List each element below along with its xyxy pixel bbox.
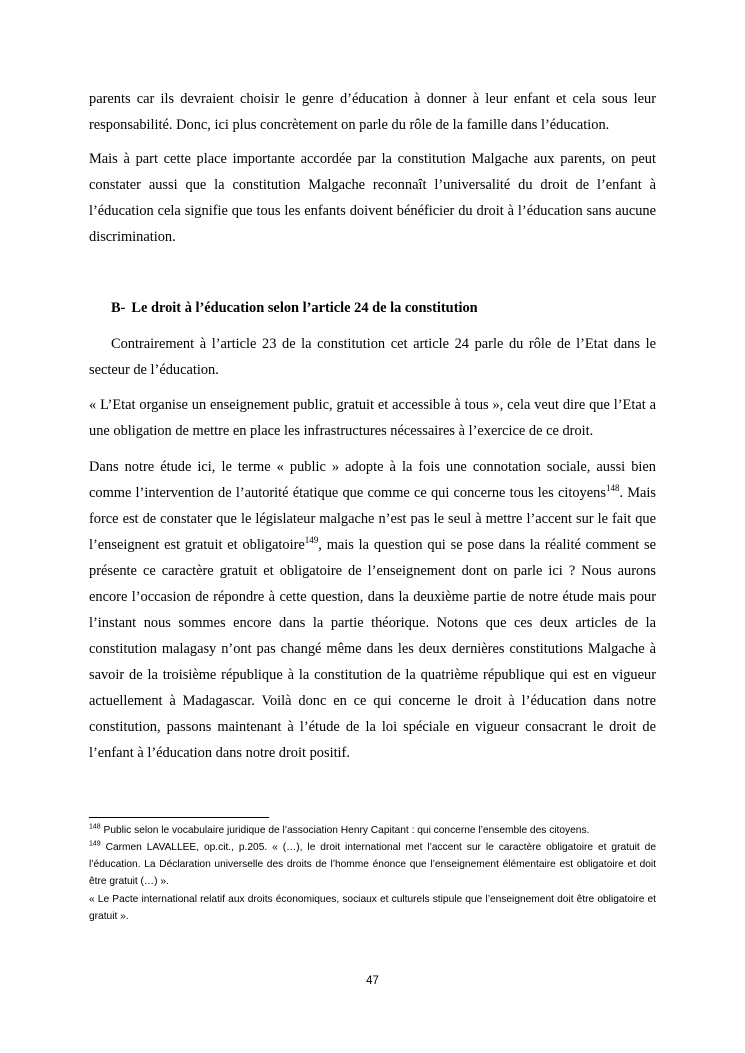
- footnote-text: Public selon le vocabulaire juridique de l’association Henry Capitant : qui concerne l’ensemble des citoyens.: [100, 825, 590, 836]
- paragraph-public-part-2: . Mais force est de constater que le législateur malgache n’est pas le seul à mettre l’accent sur le fait que l’enseignent est gratuit et obligatoire: [89, 485, 657, 553]
- footnote-149: [89, 839, 656, 890]
- footnote-text: Carmen LAVALLEE, op.cit., p.205. « (…), le droit international met l’accent sur le caractère obligatoire et gratuit de l’éducation. La Déclaration universelle des droits de l’homme énonce que l’enseignement élémentaire est obligatoire et doit être gratuit (…) ».: [89, 842, 656, 887]
- heading-letter: B-: [111, 300, 126, 316]
- footnote-149-continued: « Le Pacte international relatif aux droits économiques, sociaux et culturels stipule que l’enseignement doit être obligatoire et gratuit ».: [89, 894, 656, 922]
- heading-title: Le droit à l’éducation selon l’article 24 de la constitution: [131, 300, 478, 316]
- section-heading-b: [111, 295, 651, 321]
- footnote-number: 149: [89, 840, 101, 848]
- paragraph-public: [89, 454, 656, 766]
- footnote-ref-148[interactable]: 148: [605, 483, 620, 494]
- paragraph-parents: parents car ils devraient choisir le genre d’éducation à donner à leur enfant et cela sous leur responsabilité. Donc, ici plus concrètement on parle du rôle de la famille dans l’éducation.: [89, 91, 656, 133]
- page-number: 47: [366, 975, 379, 987]
- footnote-ref-149[interactable]: 149: [304, 535, 319, 546]
- paragraph-public-part-1: Dans notre étude ici, le terme « public » adopte à la fois une connotation sociale, aussi bien comme l’intervention de l’autorité étatique que comme ce qui concerne tous les citoyens: [89, 459, 656, 501]
- footnote-separator: [89, 817, 269, 818]
- paragraph-citation-etat: « L’Etat organise un enseignement public, gratuit et accessible à tous », cela veut dire que l’Etat a une obligation de mettre en place les infrastructures nécessaires à l’exercice de ce droit.: [89, 397, 656, 439]
- paragraph-article-24: Contrairement à l’article 23 de la constitution cet article 24 parle du rôle de l’Etat dans le secteur de l’éducation.: [89, 336, 656, 378]
- paragraph-universalite: Mais à part cette place importante accordée par la constitution Malgache aux parents, on peut constater aussi que la constitution Malgache reconnaît l’universalité du droit de l’enfant à l’éducation cela signifie que tous les enfants doivent bénéficier du droit à l’éducation sans aucune discrimination.: [89, 151, 656, 245]
- footnote-148: [89, 822, 656, 839]
- paragraph-public-part-3: , mais la question qui se pose dans la réalité comment se présente ce caractère gratuit et obligatoire de l’enseignement dont on parle ici ? Nous aurons encore l’occasion de répondre à cette question, dans la deuxième partie de notre étude mais pour l’instant nous sommes encore dans la partie théorique. Notons que ces deux articles de la constitution malagasy n’ont pas changé même dans les deux dernières constitutions Malgache à savoir de la troisième république à la constitution de la quatrième république qui est en vigueur actuellement à Madagascar. Voilà donc en ce qui concerne le droit à l’éducation dans notre constitution, passons maintenant à l’étude de la loi spéciale en vigueur consacrant le droit de l’enfant à l’éducation dans notre droit positif.: [89, 537, 656, 761]
- footnote-number: 148: [89, 823, 101, 831]
